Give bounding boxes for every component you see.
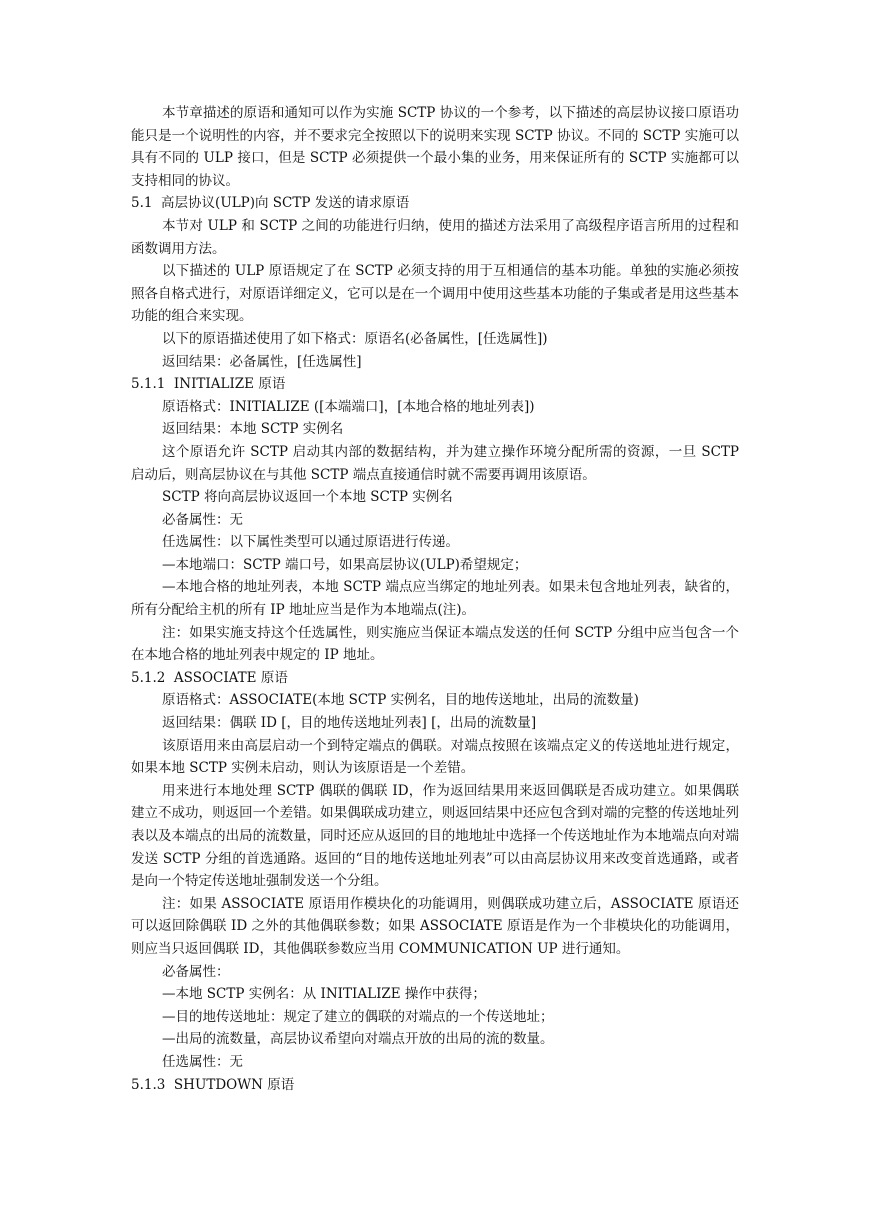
paragraph: 任选属性：无 xyxy=(162,1053,243,1070)
paragraph: 返回结果：本地 SCTP 实例名 xyxy=(162,421,344,438)
list-item: —本地 SCTP 实例名：从 INITIALIZE 操作中获得； xyxy=(162,986,486,1003)
document-page xyxy=(131,102,739,1096)
paragraph: 这个原语允许 SCTP 启动其内部的数据结构，并为建立操作环境分配所需的资源，一旦 SCTP 启动后，则高层协议在与其他 SCTP 端点直接通信时就不需要再调用该原语。 xyxy=(131,443,739,483)
paragraph: 必备属性： xyxy=(162,963,230,980)
section-heading-5-1: 5.1 高层协议(ULP)向 SCTP 发送的请求原语 xyxy=(131,195,410,212)
list-item: —目的地传送地址：规定了建立的偶联的对端点的一个传送地址； xyxy=(162,1008,554,1025)
paragraph: 以下描述的 ULP 原语规定了在 SCTP 必须支持的用于互相通信的基本功能。单独的实施必须按照各自格式进行，对原语详细定义，它可以是在一个调用中使用这些基本功能的子集或者是用这些基本功能的组合来实现。 xyxy=(131,263,739,325)
list-item: —本地合格的地址列表，本地 SCTP 端点应当绑定的地址列表。如果未包含地址列表，缺省的，所有分配给主机的所有 IP 地址应当是作为本地端点(注)。 xyxy=(131,579,739,619)
section-heading-5-1-3: 5.1.3 SHUTDOWN 原语 xyxy=(131,1076,295,1093)
paragraph: 以下的原语描述使用了如下格式：原语名(必备属性，[任选属性]) xyxy=(162,330,548,347)
paragraph: 原语格式：ASSOCIATE(本地 SCTP 实例名，目的地传送地址，出局的流数量) xyxy=(162,692,639,709)
paragraph: 原语格式：INITIALIZE ([本端端口]，[本地合格的地址列表]) xyxy=(162,398,535,415)
paragraph: 返回结果：偶联 ID [，目的地传送地址列表] [，出局的流数量] xyxy=(162,715,537,732)
paragraph: 该原语用来由高层启动一个到特定端点的偶联。对端点按照在该端点定义的传送地址进行规定，如果本地 SCTP 实例未启动，则认为该原语是一个差错。 xyxy=(131,737,739,777)
paragraph: 必备属性：无 xyxy=(162,511,243,528)
paragraph: 用来进行本地处理 SCTP 偶联的偶联 ID，作为返回结果用来返回偶联是否成功建立。如果偶联建立不成功，则返回一个差错。如果偶联成功建立，则返回结果中还应包含到对端的完整的传送地址列表以及本端点的出局的流数量，同时还应从返回的目的地地址中选择一个传送地址作为本地端点向对端发送 SCTP 分组的首选通路。返回的“目的地传送地址列表”可以由高层协议用来改变首选通路，或者是向一个特定传送地址强制发送一个分组。 xyxy=(131,782,739,890)
note-paragraph: 注：如果 ASSOCIATE 原语用作模块化的功能调用，则偶联成功建立后，ASSOCIATE 原语还可以返回除偶联 ID 之外的其他偶联参数；如果 ASSOCIATE 原语是作为一个非模块化的功能调用，则应当只返回偶联 ID，其他偶联参数应当用 COMMUNICATION UP 进行通知。 xyxy=(131,895,739,957)
paragraph: SCTP 将向高层协议返回一个本地 SCTP 实例名 xyxy=(162,489,453,506)
intro-paragraph: 本节章描述的原语和通知可以作为实施 SCTP 协议的一个参考，以下描述的高层协议接口原语功能只是一个说明性的内容，并不要求完全按照以下的说明来实现 SCTP 协议。不同的 SCTP 实施可以具有不同的 ULP 接口，但是 SCTP 必须提供一个最小集的业务，用来保证所有的 SCTP 实施都可以支持相同的协议。 xyxy=(131,105,739,189)
section-heading-5-1-1: 5.1.1 INITIALIZE 原语 xyxy=(131,376,286,393)
list-item: —本地端口：SCTP 端口号，如果高层协议(ULP)希望规定； xyxy=(162,556,528,573)
paragraph: 返回结果：必备属性，[任选属性] xyxy=(162,353,362,370)
list-item: —出局的流数量，高层协议希望向对端点开放的出局的流的数量。 xyxy=(162,1031,554,1048)
paragraph: 本节对 ULP 和 SCTP 之间的功能进行归纳，使用的描述方法采用了高级程序语言所用的过程和函数调用方法。 xyxy=(131,217,739,257)
section-heading-5-1-2: 5.1.2 ASSOCIATE 原语 xyxy=(131,669,288,686)
paragraph: 任选属性：以下属性类型可以通过原语进行传递。 xyxy=(162,534,459,551)
note-paragraph: 注：如果实施支持这个任选属性，则实施应当保证本端点发送的任何 SCTP 分组中应当包含一个在本地合格的地址列表中规定的 IP 地址。 xyxy=(131,624,739,664)
